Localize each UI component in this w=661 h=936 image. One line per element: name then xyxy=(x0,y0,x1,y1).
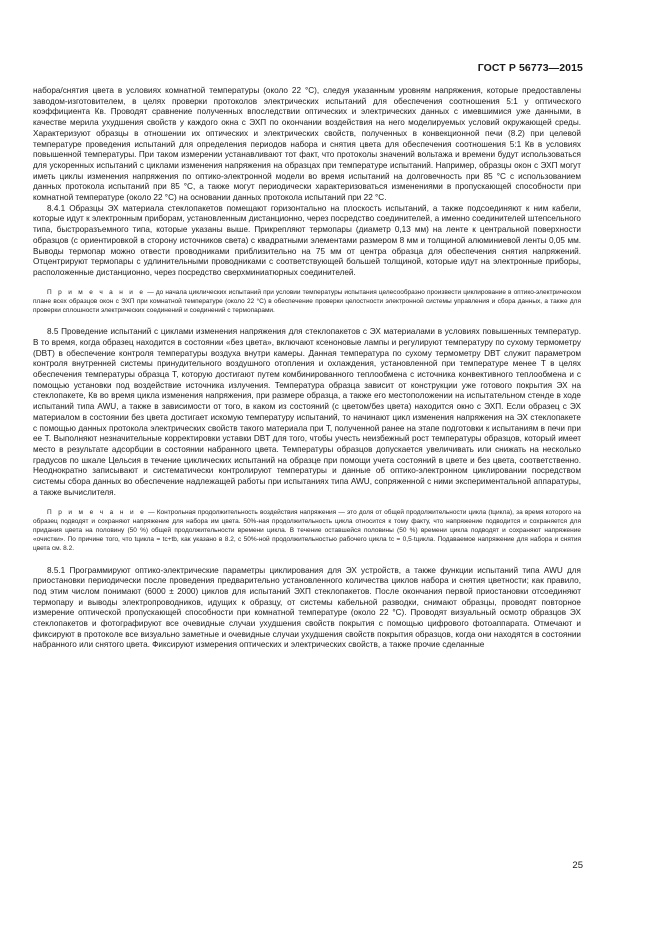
note-1 xyxy=(33,288,581,316)
paragraph-8-4-1: 8.4.1 Образцы ЭХ материала стеклопакетов помещают горизонтально на плоскость испытаний, а также подсоединяют к ним кабели, которые идут к электронным приборам, установленным дистанционно, через посредство соединителей, а именно соединителей штепсельного типа, быстроразъемного типа, которые указаны выше. Прикрепляют термопары (диаметр 0,13 мм) на ленте к центральной поверхности образцов (с ориентировкой в сторону источников света) с квадратными элементами размером 8 мм и толщиной алюминиевой ленты 0,05 мм. Выводы термопар можно отвести проводниками приблизительно на 75 мм от центра образца для обеспечения снятия напряжений. Отцентрируют термопары с удлинительными проводниками с соответствующей большей толщиной, которые идут на электронные приборы, расположенные дистанционно, через посредство сверхминиатюрных соединителей. xyxy=(33,203,581,277)
paragraph-8-5-1: 8.5.1 Программируют оптико-электрические параметры циклирования для ЭХ устройств, а также функции испытаний типа AWU для приостановки периодически после проведения предварительно установленного количества циклов набора и снятия цветности; как правило, под этим числом понимают (6000 ± 2000) циклов для испытаний ЭХП стеклопакетов. После окончания первой приостановки отсоединяют термопару и выводы электропроводников, идущих к образцу, от системы кабельной разводки, снимают образцы, проводят повторное измерение оптической пропускающей способности при комнатной температуре (около 22 °С). Проводят визуальный осмотр образцов ЭХ стеклопакетов и фотографируют все очевидные случаи ухудшения свойств покрытия с помощью цифрового фотоаппарата. Отмечают и фиксируют в протоколе все визуально заметные и очевидные случаи ухудшения свойств покрытия образцов, когда они находятся в состоянии набранного или снятого цвета. Фиксируют измерения оптических и электрических свойств, а также прочие сделанные xyxy=(33,565,581,650)
note-2-text: — Контрольная продолжительность воздействия напряжения — это доля от общей продолжительности цикла (tцикла), за время которого на образец подводят и сохраняют напряжение для набора им цвета. 50%-ная продолжительность цикла относится к тому факту, что напряжение подводится и сохраняется для придания цвета на половину (50 %) общей продолжительности времени цикла. В течение оставшейся половины (50 %) времени цикла подводят и сохраняют напряжение «очистки». По причине того, что tцикла = tc+tb, как указано в 8.2, с 50%-ной продолжительностью рабочего цикла tc = 0,5·tцикла. Подаваемое напряжение для набора и снятия цвета см. 8.2. xyxy=(33,508,581,553)
page-content xyxy=(33,86,581,651)
spacer xyxy=(33,554,581,566)
page-number: 25 xyxy=(572,860,583,871)
paragraph-continuation: набора/снятия цвета в условиях комнатной температуры (около 22 °С), следуя указанным уровням напряжения, которые предоставлены заводом-изготовителем, в целях проверки протоколов электрических испытаний для обеспечения соотношения 5:1 у оптического коэффициента Кв. Проводят сравнение полученных впоследствии оптических и электрических данных с имевшимися уже данными, в качестве мерила ухудшения свойств у каждого окна с ЭХП по окончании воздействия на него моделируемых условий окружающей среды. Характеризуют образцы в отношении их оптических и электрических свойств, полученных в конвекционной печи (8.2) при целевой температуре проведения испытаний для определения периодов набора и снятия цвета для обеспечения соотношения 5:1 Кв в условиях повышенной температуры. При таком измерении устанавливают тот факт, что протоколы значений вольтажа и времени будут использоваться для ускоренных испытаний с циклами изменения напряжения на образцах при температуре испытаний. Например, образцы окон с ЭХП могут иметь циклы изменения напряжения по оптико-электронной модели во время испытаний на долговечность при 85 °С с использованием данных протокола испытаний при 85 °С, а также могут периодически характеризоваться изменениями в пропускающей способности при комнатной температуре (около 22 °С) на основании данных протокола испытаний при 22 °С. xyxy=(33,86,581,203)
note-2 xyxy=(33,508,581,554)
note-2-label: П р и м е ч а н и е xyxy=(47,508,146,516)
spacer xyxy=(33,499,581,508)
standard-header: ГОСТ Р 56773—2015 xyxy=(477,62,583,74)
spacer xyxy=(33,315,581,327)
note-1-label: П р и м е ч а н и е xyxy=(47,288,146,296)
note-1-text: — до начала циклических испытаний при условии температуры испытания целесообразно произвести циклирование в оптико-электрическом плане всех образцов окон с ЭХП при комнатной температуре (около 22 °С) в обеспечение проверки целостности электронной системы управления и сбора данных, а также для проверки сплошности электрических соединений и соединений с термопарами. xyxy=(33,288,581,315)
spacer xyxy=(33,279,581,288)
paragraph-8-5: 8.5 Проведение испытаний с циклами изменения напряжения для стеклопакетов с ЭХ материалами в условиях повышенных температур. В то время, когда образец находится в состоянии «без цвета», включают ксеноновые лампы и регулируют температуру по сухому термометру (DBT) в обеспечение контроля температуры воздуха внутри камеры. Данная температура по сухому термометру DBT служит параметром контроля внутренней системы принудительного воздушного отопления и охлаждения, установленной при температуре менее Т в целях обеспечения температуры образца Т, которую достигают путем комбинированного теплообмена с источника конвективного теплообмена и с помощью установки под воздействие источника излучения. Температура образца зависит от конструкции уже готового покрытия ЭХ на стеклопакете, Кв во время цикла изменения напряжения, при размере образца, а также его местоположении на испытательном стенде в ходе испытаний типа AWU, а также в зависимости от того, в каком из состояний (с цветом/без цвета) находится окно с ЭХП. Если образец с ЭХ материалом в состоянии без цвета достигает искомую температуру испытаний, то начинают цикл изменения напряжения на ЭХ стеклопакете с помощью данных протокола электрических свойств такого материала при Т, полученной ранее на этапе подготовки к испытаниям в печи при ее Т. Выполняют незначительные корректировки уставки DBT для того, чтобы учесть неизбежный рост температуры образцов, который имеет место в результате адсорбции в состоянии набранного цвета. Температуры образцов допускается увеличивать или снижать на несколько градусов по шкале Цельсия в течение циклических испытаний на образце при помощи учета состояний в цвете и без цвета, соответственно. Неоднократно записывают и систематически контролируют температуры и данные об оптико-электронном циклировании посредством системы сбора данных во обеспечение надлежащей работы при испытаниях типа AWU, сопряженной с ними экспериментальной аппаратуры, а также вычислителя. xyxy=(33,327,581,497)
